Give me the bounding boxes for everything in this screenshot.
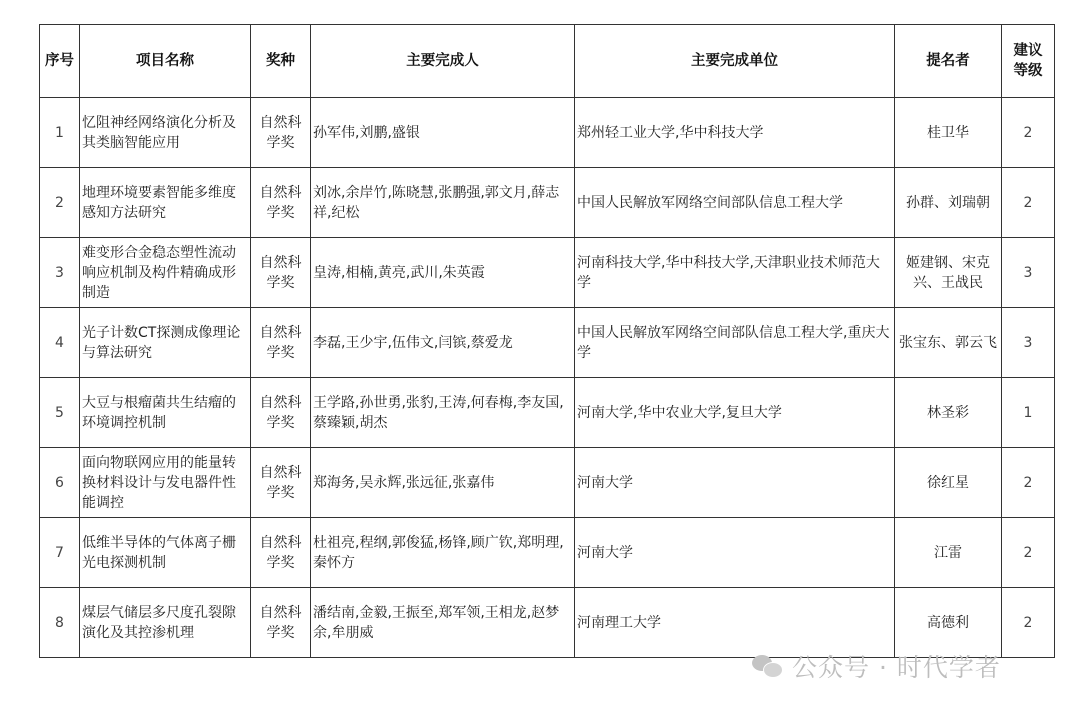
cell-seq: 2 (40, 168, 80, 238)
cell-nominator: 桂卫华 (895, 98, 1002, 168)
cell-people: 杜祖亮,程纲,郭俊猛,杨锋,顾广钦,郑明理,秦怀方 (311, 518, 575, 588)
cell-level: 2 (1002, 168, 1055, 238)
cell-people: 皇涛,相楠,黄亮,武川,朱英霞 (311, 238, 575, 308)
watermark (752, 648, 1001, 684)
cell-level: 3 (1002, 308, 1055, 378)
cell-nominator: 高德利 (895, 588, 1002, 658)
cell-level: 2 (1002, 448, 1055, 518)
cell-nominator: 江雷 (895, 518, 1002, 588)
cell-nominator: 孙群、刘瑞朝 (895, 168, 1002, 238)
cell-people: 郑海务,吴永辉,张远征,张嘉伟 (311, 448, 575, 518)
table-row (40, 448, 1055, 518)
wechat-icon (752, 653, 782, 679)
cell-name: 地理环境要素智能多维度感知方法研究 (80, 168, 251, 238)
header-nominator: 提名者 (895, 25, 1002, 98)
cell-seq: 3 (40, 238, 80, 308)
table-row (40, 168, 1055, 238)
cell-units: 河南科技大学,华中科技大学,天津职业技术师范大学 (575, 238, 895, 308)
cell-level: 2 (1002, 518, 1055, 588)
cell-seq: 7 (40, 518, 80, 588)
table-row (40, 378, 1055, 448)
table-row (40, 518, 1055, 588)
header-row (40, 25, 1055, 98)
table-row (40, 308, 1055, 378)
cell-people: 潘结南,金毅,王振至,郑军领,王相龙,赵梦余,牟朋威 (311, 588, 575, 658)
cell-units: 河南大学 (575, 448, 895, 518)
header-seq: 序号 (40, 25, 80, 98)
cell-level: 3 (1002, 238, 1055, 308)
cell-units: 河南大学,华中农业大学,复旦大学 (575, 378, 895, 448)
cell-award: 自然科学奖 (251, 588, 311, 658)
cell-name: 难变形合金稳态塑性流动响应机制及构件精确成形制造 (80, 238, 251, 308)
cell-level: 2 (1002, 98, 1055, 168)
cell-seq: 1 (40, 98, 80, 168)
cell-units: 郑州轻工业大学,华中科技大学 (575, 98, 895, 168)
cell-name: 煤层气储层多尺度孔裂隙演化及其控渗机理 (80, 588, 251, 658)
cell-award: 自然科学奖 (251, 238, 311, 308)
cell-name: 面向物联网应用的能量转换材料设计与发电器件性能调控 (80, 448, 251, 518)
cell-name: 光子计数CT探测成像理论与算法研究 (80, 308, 251, 378)
cell-seq: 6 (40, 448, 80, 518)
table-row (40, 238, 1055, 308)
header-units: 主要完成单位 (575, 25, 895, 98)
cell-seq: 5 (40, 378, 80, 448)
cell-name: 低维半导体的气体离子栅光电探测机制 (80, 518, 251, 588)
cell-units: 中国人民解放军网络空间部队信息工程大学 (575, 168, 895, 238)
cell-name: 忆阻神经网络演化分析及其类脑智能应用 (80, 98, 251, 168)
table-row (40, 98, 1055, 168)
cell-award: 自然科学奖 (251, 98, 311, 168)
cell-units: 河南理工大学 (575, 588, 895, 658)
cell-nominator: 林圣彩 (895, 378, 1002, 448)
header-people: 主要完成人 (311, 25, 575, 98)
cell-name: 大豆与根瘤菌共生结瘤的环境调控机制 (80, 378, 251, 448)
cell-nominator: 徐红星 (895, 448, 1002, 518)
cell-people: 孙军伟,刘鹏,盛银 (311, 98, 575, 168)
cell-award: 自然科学奖 (251, 518, 311, 588)
cell-award: 自然科学奖 (251, 448, 311, 518)
cell-level: 1 (1002, 378, 1055, 448)
watermark-text: 公众号 · 时代学者 (792, 653, 1001, 682)
cell-units: 河南大学 (575, 518, 895, 588)
cell-level: 2 (1002, 588, 1055, 658)
cell-seq: 8 (40, 588, 80, 658)
cell-nominator: 张宝东、郭云飞 (895, 308, 1002, 378)
cell-award: 自然科学奖 (251, 308, 311, 378)
cell-award: 自然科学奖 (251, 378, 311, 448)
cell-units: 中国人民解放军网络空间部队信息工程大学,重庆大学 (575, 308, 895, 378)
cell-nominator: 姬建钢、宋克兴、王战民 (895, 238, 1002, 308)
table-row (40, 588, 1055, 658)
header-name: 项目名称 (80, 25, 251, 98)
header-level: 建议等级 (1002, 25, 1055, 98)
header-award: 奖种 (251, 25, 311, 98)
cell-people: 李磊,王少宇,伍伟文,闫镔,蔡爱龙 (311, 308, 575, 378)
cell-people: 刘冰,余岸竹,陈晓慧,张鹏强,郭文月,薛志祥,纪松 (311, 168, 575, 238)
cell-award: 自然科学奖 (251, 168, 311, 238)
award-table (39, 24, 1055, 658)
cell-seq: 4 (40, 308, 80, 378)
cell-people: 王学路,孙世勇,张豹,王涛,何春梅,李友国,蔡臻颖,胡杰 (311, 378, 575, 448)
